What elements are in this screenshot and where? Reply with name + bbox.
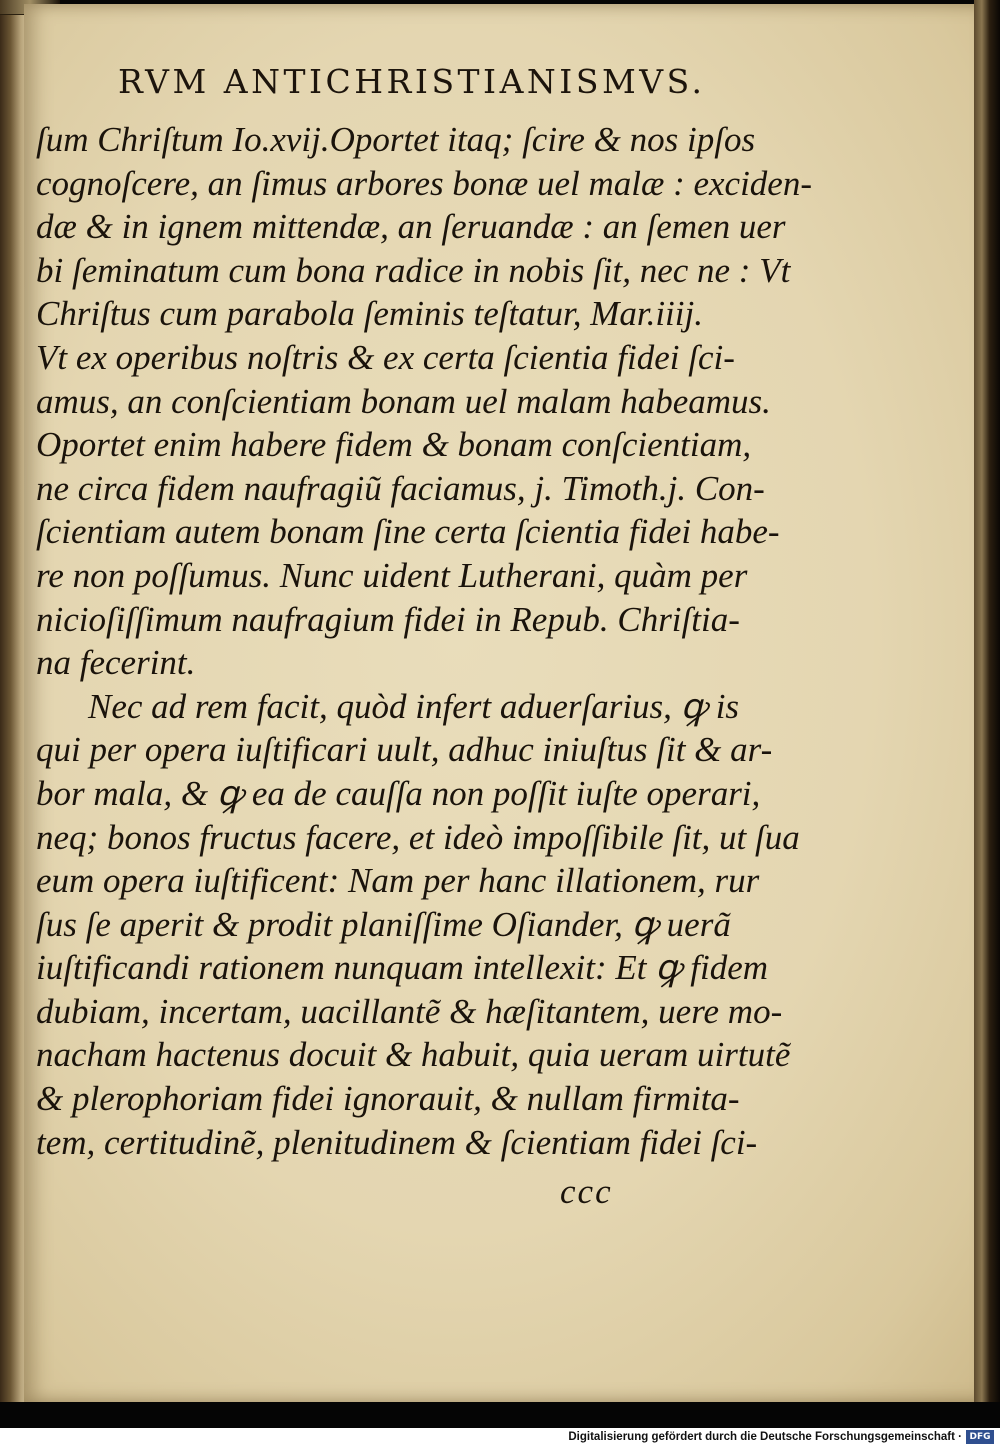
text-line: dubiam, incertam, uacillantẽ & hæſitantem, uere mo- <box>36 991 783 1031</box>
dfg-logo-icon: DFG <box>966 1430 994 1444</box>
text-line: na fecerint. <box>36 643 196 683</box>
paragraph-start-line: Nec ad rem facit, quòd infert aduerſarius, ꝙ is <box>88 686 740 726</box>
text-line: Vt ex operibus noſtris & ex certa ſcientia fidei ſci- <box>36 337 735 377</box>
page-edge <box>974 0 1000 1402</box>
text-line: ſum Chriſtum Io.xvij.Oportet itaq; ſcire & nos ipſos <box>36 120 756 159</box>
text-line: Oportet enim habere fidem & bonam conſcientiam, <box>36 425 752 465</box>
text-line: & plerophoriam fidei ignorauit, & nullam firmita- <box>36 1079 740 1119</box>
funding-credit: Digitalisierung gefördert durch die Deutsche Forschungsgemeinschaft · <box>568 1431 962 1443</box>
text-line: cognoſcere, an ſimus arbores bonæ uel malæ : exciden- <box>36 163 812 203</box>
catchword: ccc <box>560 1172 613 1211</box>
text-line: qui per opera iuſtificari uult, adhuc iniuſtus ſit & ar- <box>36 730 773 770</box>
text-line: iuſtificandi rationem nunquam intellexit: Et ꝙ fidem <box>36 948 769 988</box>
running-title: RVM ANTICHRISTIANISMVS. <box>118 62 706 101</box>
text-line: dæ & in ignem mittendæ, an ſeruandæ : an ſemen uer <box>36 207 786 247</box>
text-line: ſcientiam autem bonam ſine certa ſcientia fidei habe- <box>36 512 780 552</box>
text-line: amus, an conſcientiam bonam uel malam habeamus. <box>36 381 771 421</box>
text-line: ne circa fidem naufragiũ faciamus, j. Timoth.j. Con- <box>36 468 765 508</box>
body-text <box>36 118 812 1164</box>
text-line: Chriſtus cum parabola ſeminis teſtatur, Mar.iiij. <box>36 294 703 334</box>
text-line: nacham hactenus docuit & habuit, quia ueram uirtutẽ <box>36 1035 791 1075</box>
text-line: re non poſſumus. Nunc uident Lutherani, quàm per <box>36 555 748 595</box>
text-line: bi ſeminatum cum bona radice in nobis ſit, nec ne : Vt <box>36 250 791 290</box>
text-line: bor mala, & ꝙ ea de cauſſa non poſſit iuſte operari, <box>36 773 761 813</box>
text-line: ſus ſe aperit & prodit planiſſime Oſiander, ꝙ uerã <box>36 904 731 944</box>
text-line: tem, certitudinẽ, plenitudinem & ſcientiam fidei ſci- <box>36 1122 758 1162</box>
text-line: eum opera iuſtificent: Nam per hanc illationem, rur <box>36 861 760 901</box>
text-line: neq; bonos fructus facere, et ideò impoſſibile ſit, ut ſua <box>36 817 800 857</box>
text-line: nicioſiſſimum naufragium fidei in Repub. Chriſtia- <box>36 599 740 639</box>
